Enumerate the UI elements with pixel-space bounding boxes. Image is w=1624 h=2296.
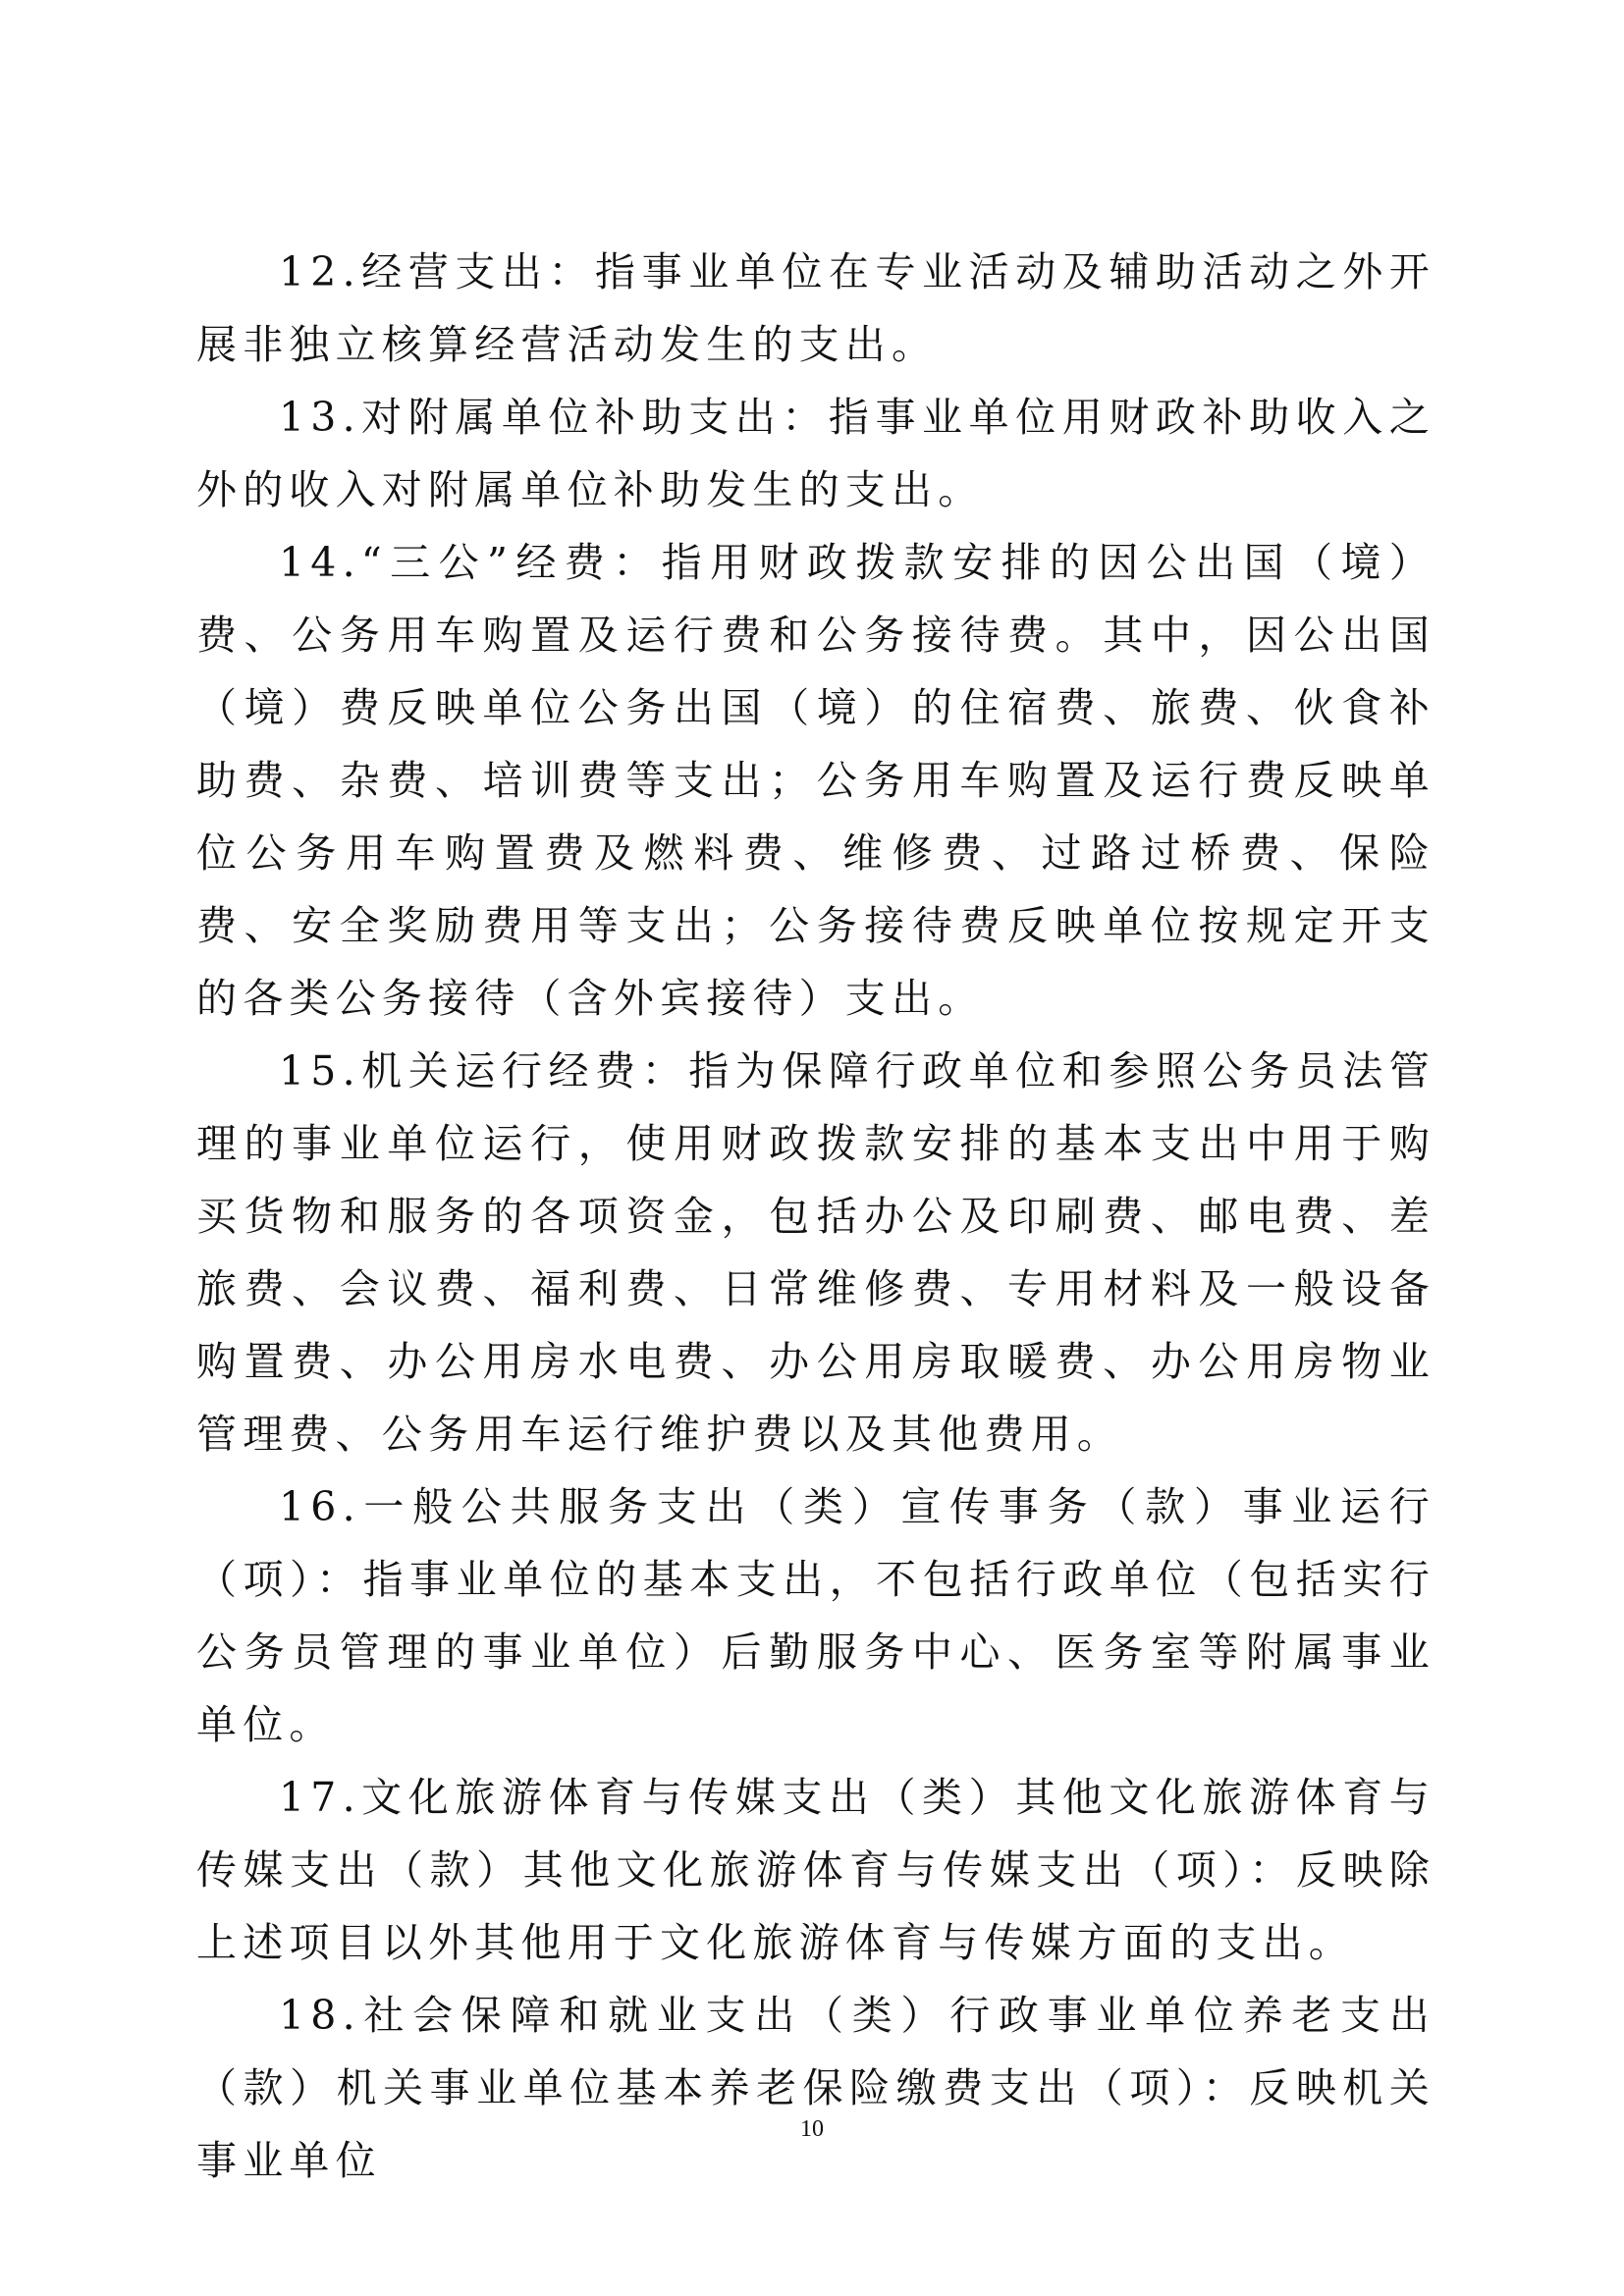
paragraph-17-culture-tourism-sports-media: 17.文化旅游体育与传媒支出（类）其他文化旅游体育与传媒支出（款）其他文化旅游体育与传媒支出（项）：反映除上述项目以外其他用于文化旅游体育与传媒方面的支出。 — [196, 1774, 1435, 1966]
paragraph-12-operating-expenditure: 12.经营支出：指事业单位在专业活动及辅助活动之外开展非独立核算经营活动发生的支出。 — [196, 248, 1435, 368]
paragraph-14-three-public-expenses: 14.“三公”经费：指用财政拨款安排的因公出国（境）费、公务用车购置及运行费和公务接待费。其中，因公出国（境）费反映单位公务出国（境）的住宿费、旅费、伙食补助费、杂费、培训费等支出；公务用车购置及运行费反映单位公务用车购置费及燃料费、维修费、过路过桥费、保险费、安全奖励费用等支出；公务接待费反映单位按规定开支的各类公务接待（含外宾接待）支出。 — [196, 539, 1435, 1022]
page-number: 10 — [800, 2116, 824, 2142]
paragraph-16-general-public-services: 16.一般公共服务支出（类）宣传事务（款）事业运行（项）：指事业单位的基本支出，不包括行政单位（包括实行公务员管理的事业单位）后勤服务中心、医务室等附属事业单位。 — [196, 1483, 1435, 1748]
paragraph-15-agency-operating-funds: 15.机关运行经费：指为保障行政单位和参照公务员法管理的事业单位运行，使用财政拨款安排的基本支出中用于购买货物和服务的各项资金，包括办公及印刷费、邮电费、差旅费、会议费、福利费、日常维修费、专用材料及一般设备购置费、办公用房水电费、办公用房取暖费、办公用房物业管理费、公务用车运行维护费以及其他费用。 — [196, 1047, 1435, 1458]
paragraph-18-social-security-employment: 18.社会保障和就业支出（类）行政事业单位养老支出（款）机关事业单位基本养老保险缴费支出（项）：反映机关事业单位 — [196, 1992, 1435, 2184]
document-body — [196, 236, 1435, 2197]
paragraph-13-subsidiary-subsidy: 13.对附属单位补助支出：指事业单位用财政补助收入之外的收入对附属单位补助发生的支出。 — [196, 394, 1435, 513]
